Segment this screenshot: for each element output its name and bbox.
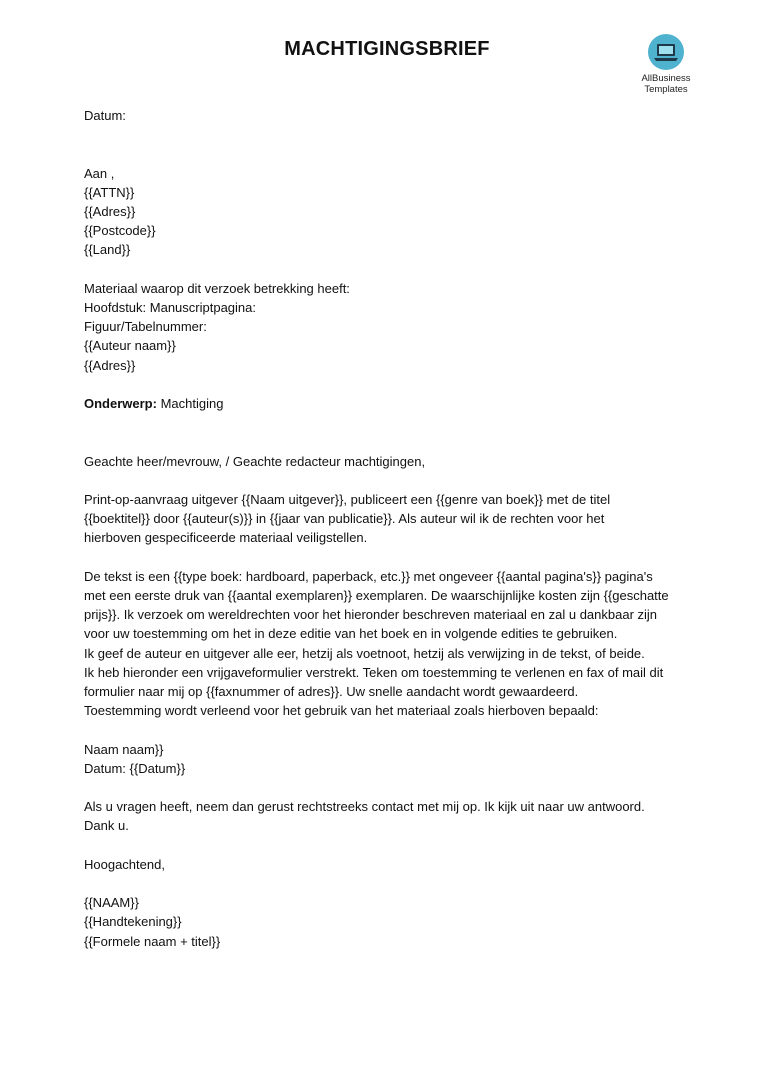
material-line: Figuur/Tabelnummer: — [84, 319, 207, 335]
approval-line: Naam naam}} — [84, 741, 164, 757]
paragraph-line: De tekst is een {{type boek: hardboard, paperback, etc.}} met ongeveer {{aantal pagina's}} pagina's — [84, 568, 653, 584]
paragraph-line: Print-op-aanvraag uitgever {{Naam uitgever}}, publiceert een {{genre van boek}} met de titel — [84, 491, 611, 507]
paragraph-line: hierboven gespecificeerde materiaal veiligstellen. — [84, 530, 368, 546]
approval-line: Datum: {{Datum}} — [84, 760, 186, 776]
recipient-line: {{Adres}} — [84, 204, 136, 219]
closing-line: Dank u. — [84, 818, 129, 834]
signature-line: {{Handtekening}} — [84, 914, 182, 930]
recipient-line: {{Land}} — [84, 242, 131, 258]
subject-label: Onderwerp: — [84, 396, 157, 411]
material-line: {{Adres}} — [84, 357, 136, 373]
material-line: Materiaal waarop dit verzoek betrekking heeft: — [84, 280, 350, 296]
logo-line-1: AllBusiness — [641, 73, 691, 84]
date-line: Datum: — [84, 108, 126, 123]
recipient-greeting: Aan , — [84, 165, 115, 181]
recipient-line: {{ATTN}} — [84, 184, 135, 200]
paragraph-line: Ik heb hieronder een vrijgaveformulier verstrekt. Teken om toestemming te verlenen en fax of mail dit — [84, 664, 664, 680]
paragraph-line: Ik geef de auteur en uitgever alle eer, hetzij als voetnoot, hetzij als verwijzing in de tekst, of beide. — [84, 645, 645, 661]
material-line: Hoofdstuk: Manuscriptpagina: — [84, 300, 256, 315]
salutation: Geachte heer/mevrouw, / Geachte redacteur machtigingen, — [84, 453, 426, 469]
paragraph-line: formulier naar mij op {{faxnummer of adres}}. Uw snelle aandacht wordt gewaardeerd. — [84, 684, 579, 699]
material-line: {{Auteur naam}} — [84, 338, 176, 354]
subject-value: Machtiging — [156, 396, 224, 411]
company-logo — [630, 33, 702, 95]
laptop-icon — [647, 33, 685, 71]
recipient-line: {{Postcode}} — [84, 223, 156, 239]
closing-line: Als u vragen heeft, neem dan gerust rechtstreeks contact met mij op. Ik kijk uit naar uw antwoord. — [84, 799, 645, 815]
logo-line-2: Templates — [644, 84, 688, 95]
paragraph-line: Toestemming wordt verleend voor het gebruik van het materiaal zoals hierboven bepaald: — [84, 703, 599, 719]
paragraph-line: met een eerste druk van {{aantal exemplaren}} exemplaren. De waarschijnlijke kosten zijn {{geschatte — [84, 587, 669, 603]
sign-off: Hoogachtend, — [84, 856, 165, 872]
paragraph-line: voor uw toestemming om het in deze editie van het boek en in volgende edities te gebruiken. — [84, 626, 618, 642]
signature-line: {{Formele naam + titel}} — [84, 933, 221, 949]
paragraph-line: {{boektitel}} door {{auteur(s)}} in {{jaar van publicatie}}. Als auteur wil ik de rechten voor het — [84, 511, 605, 527]
signature-line: {{NAAM}} — [84, 895, 139, 911]
letter-body — [84, 106, 704, 951]
subject-line — [84, 394, 704, 413]
paragraph-line: prijs}}. Ik verzoek om wereldrechten voor het hieronder beschreven materiaal en zal u dankbaar zijn — [84, 607, 658, 623]
page-title: MACHTIGINGSBRIEF — [284, 38, 490, 60]
